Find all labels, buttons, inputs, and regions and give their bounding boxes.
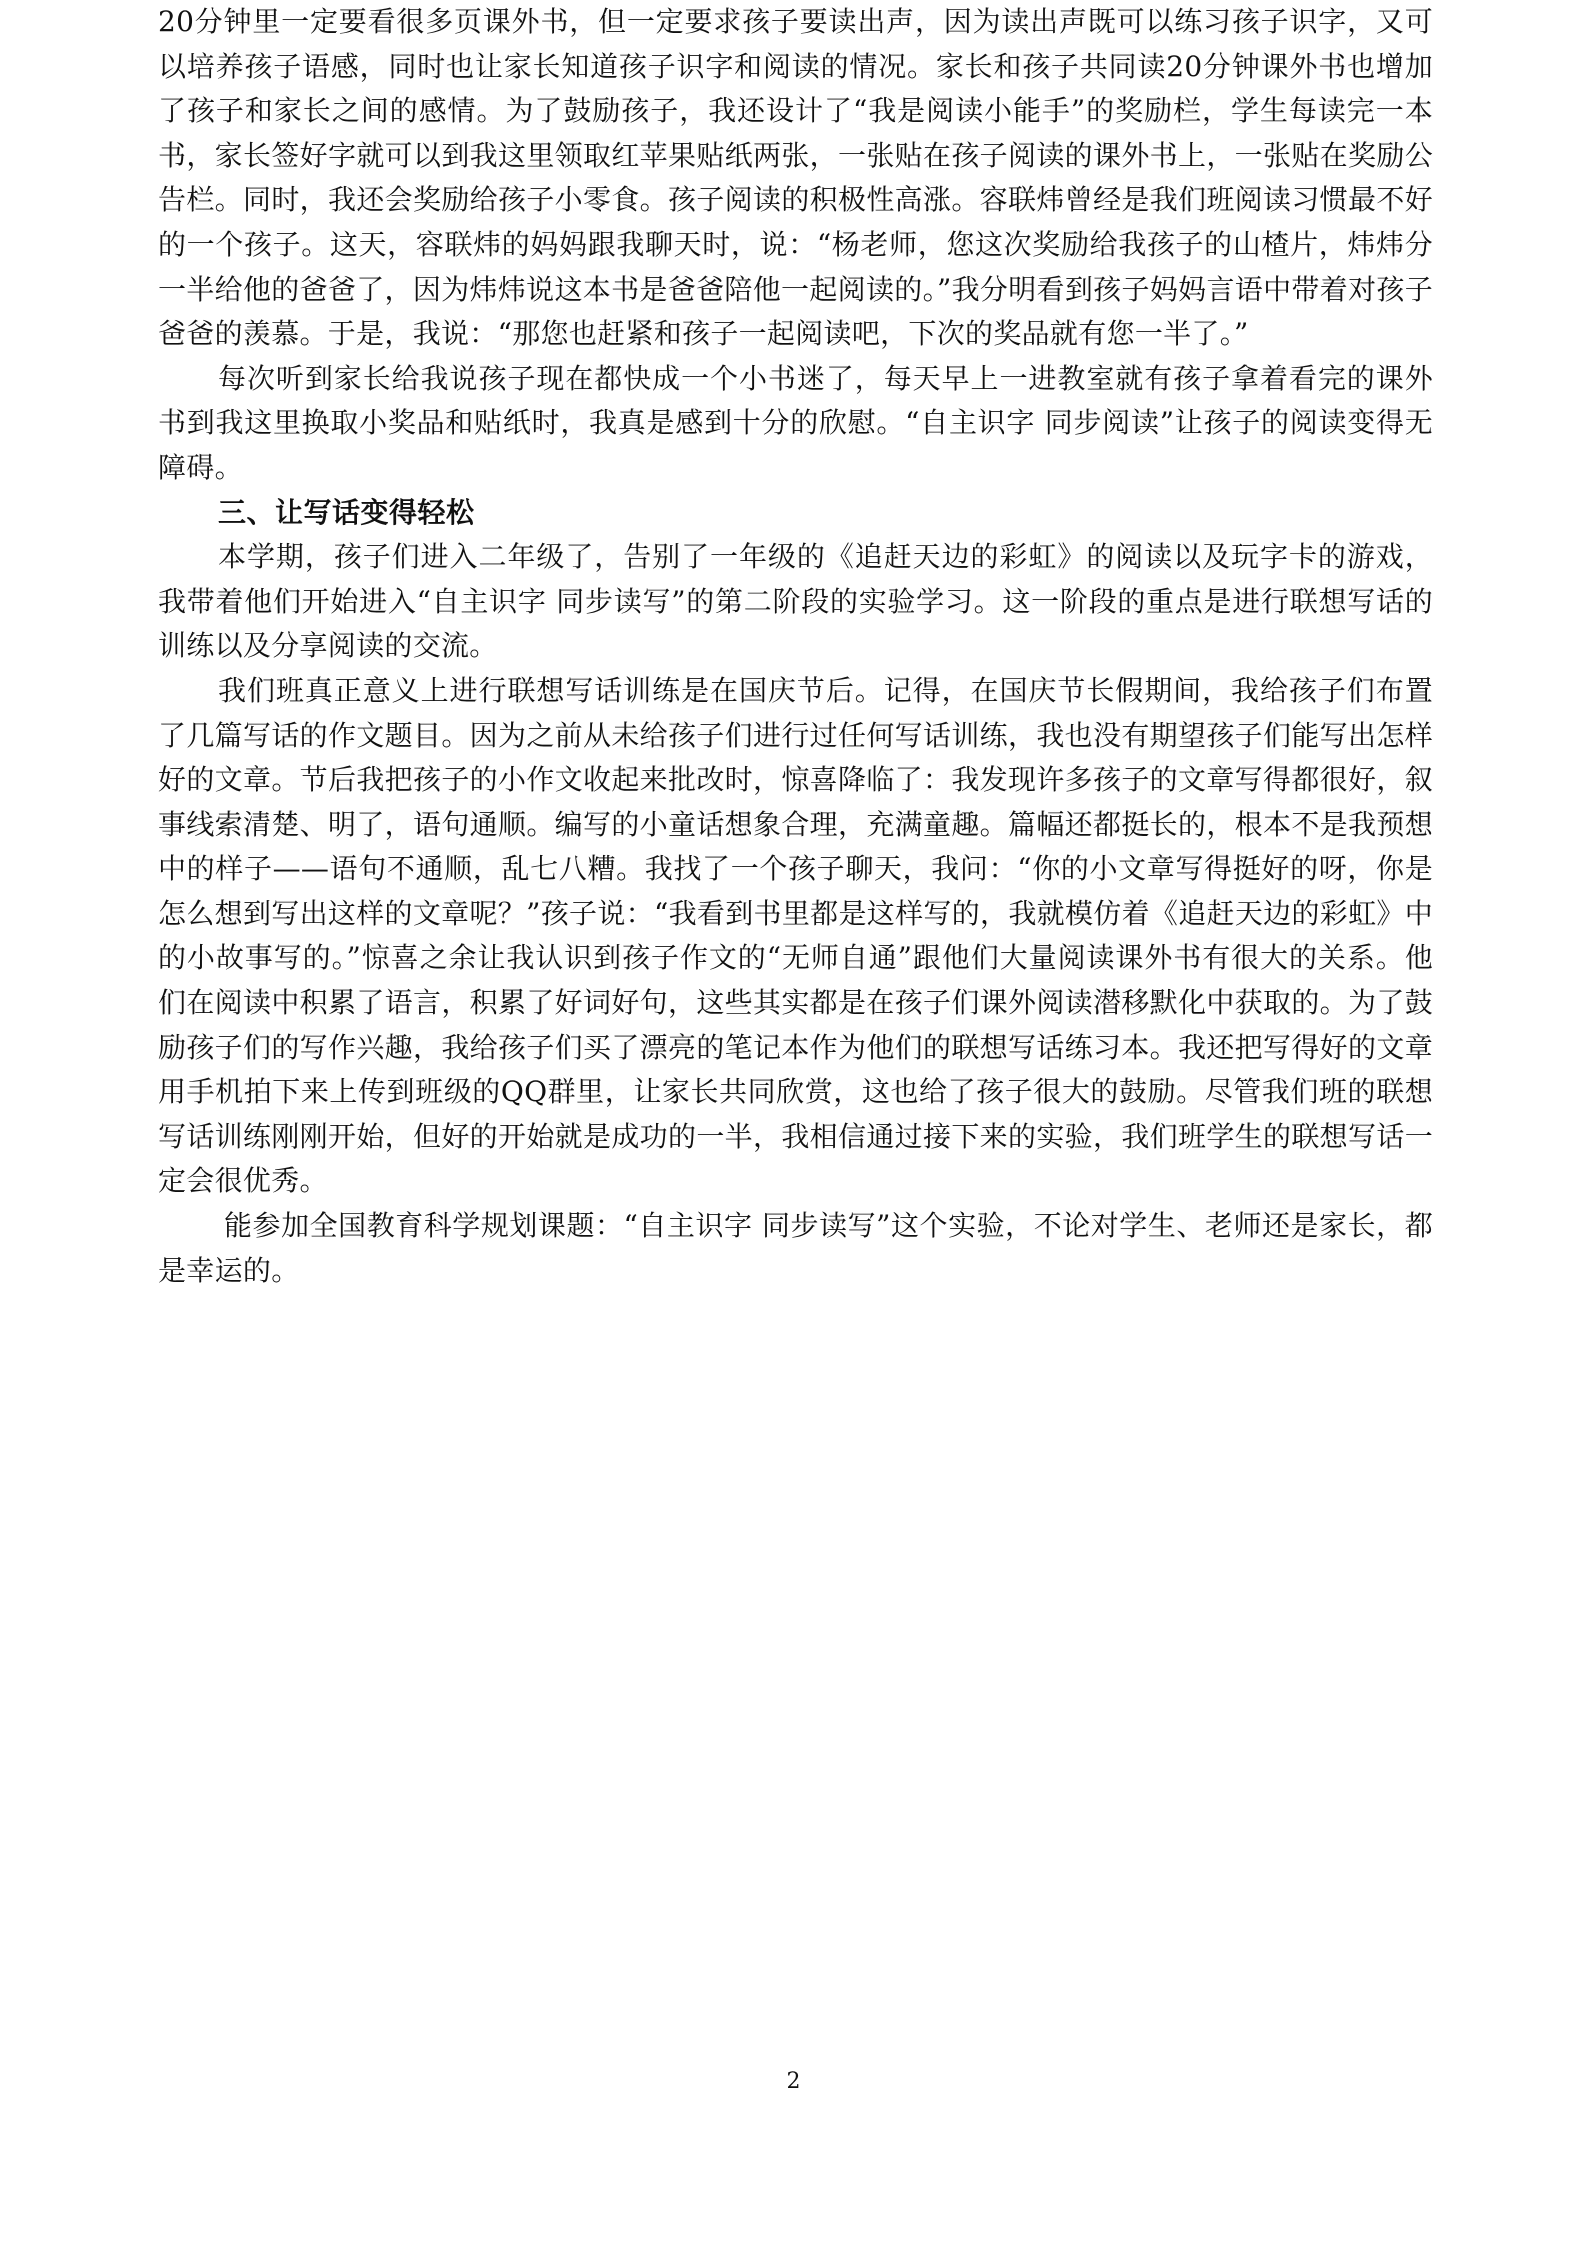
body-paragraph: 20分钟里一定要看很多页课外书，但一定要求孩子要读出声，因为读出声既可以练习孩子识字，又可以培养孩子语感，同时也让家长知道孩子识字和阅读的情况。家长和孩子共同读20分钟课外书也增加了孩子和家长之间的感情。为了鼓励孩子，我还设计了“我是阅读小能手”的奖励栏，学生每读完一本书，家长签好字就可以到我这里领取红苹果贴纸两张，一张贴在孩子阅读的课外书上，一张贴在奖励公告栏。同时，我还会奖励给孩子小零食。孩子阅读的积极性高涨。容联炜曾经是我们班阅读习惯最不好的一个孩子。这天，容联炜的妈妈跟我聊天时，说：“杨老师，您这次奖励给我孩子的山楂片，炜炜分一半给他的爸爸了，因为炜炜说这本书是爸爸陪他一起阅读的。”我分明看到孩子妈妈言语中带着对孩子爸爸的羡慕。于是，我说：“那您也赶紧和孩子一起阅读吧，下次的奖品就有您一半了。” bbox=[158, 5, 1433, 351]
body-paragraph: 本学期，孩子们进入二年级了，告别了一年级的《追赶天边的彩虹》的阅读以及玩字卡的游戏，我带着他们开始进入“自主识字 同步读写”的第二阶段的实验学习。这一阶段的重点是进行联想写话的训练以及分享阅读的交流。 bbox=[158, 540, 1433, 663]
body-paragraph: 每次听到家长给我说孩子现在都快成一个小书迷了，每天早上一进教室就有孩子拿着看完的课外书到我这里换取小奖品和贴纸时，我真是感到十分的欣慰。“自主识字 同步阅读”让孩子的阅读变得无障碍。 bbox=[158, 361, 1433, 484]
body-paragraph: 我们班真正意义上进行联想写话训练是在国庆节后。记得，在国庆节长假期间，我给孩子们布置了几篇写话的作文题目。因为之前从未给孩子们进行过任何写话训练，我也没有期望孩子们能写出怎样好的文章。节后我把孩子的小作文收起来批改时，惊喜降临了：我发现许多孩子的文章写得都很好，叙事线索清楚、明了，语句通顺。编写的小童话想象合理，充满童趣。篇幅还都挺长的，根本不是我预想中的样子——语句不通顺，乱七八糟。我找了一个孩子聊天，我问：“你的小文章写得挺好的呀，你是怎么想到写出这样的文章呢？”孩子说：“我看到书里都是这样写的，我就模仿着《追赶天边的彩虹》中的小故事写的。”惊喜之余让我认识到孩子作文的“无师自通”跟他们大量阅读课外书有很大的关系。他们在阅读中积累了语言，积累了好词好句，这些其实都是在孩子们课外阅读潜移默化中获取的。为了鼓励孩子们的写作兴趣，我给孩子们买了漂亮的笔记本作为他们的联想写话练习本。我还把写得好的文章用手机拍下来上传到班级的QQ群里，让家长共同欣赏，这也给了孩子很大的鼓励。尽管我们班的联想写话训练刚刚开始，但好的开始就是成功的一半，我相信通过接下来的实验，我们班学生的联想写话一定会很优秀。 bbox=[158, 673, 1433, 1198]
page-number: 2 bbox=[786, 2069, 801, 2094]
section-heading: 三、让写话变得轻松 bbox=[218, 495, 475, 529]
body-paragraph: 能参加全国教育科学规划课题：“自主识字 同步读写”这个实验，不论对学生、老师还是家长，都是幸运的。 bbox=[158, 1209, 1433, 1287]
page-body bbox=[158, 0, 1433, 1293]
